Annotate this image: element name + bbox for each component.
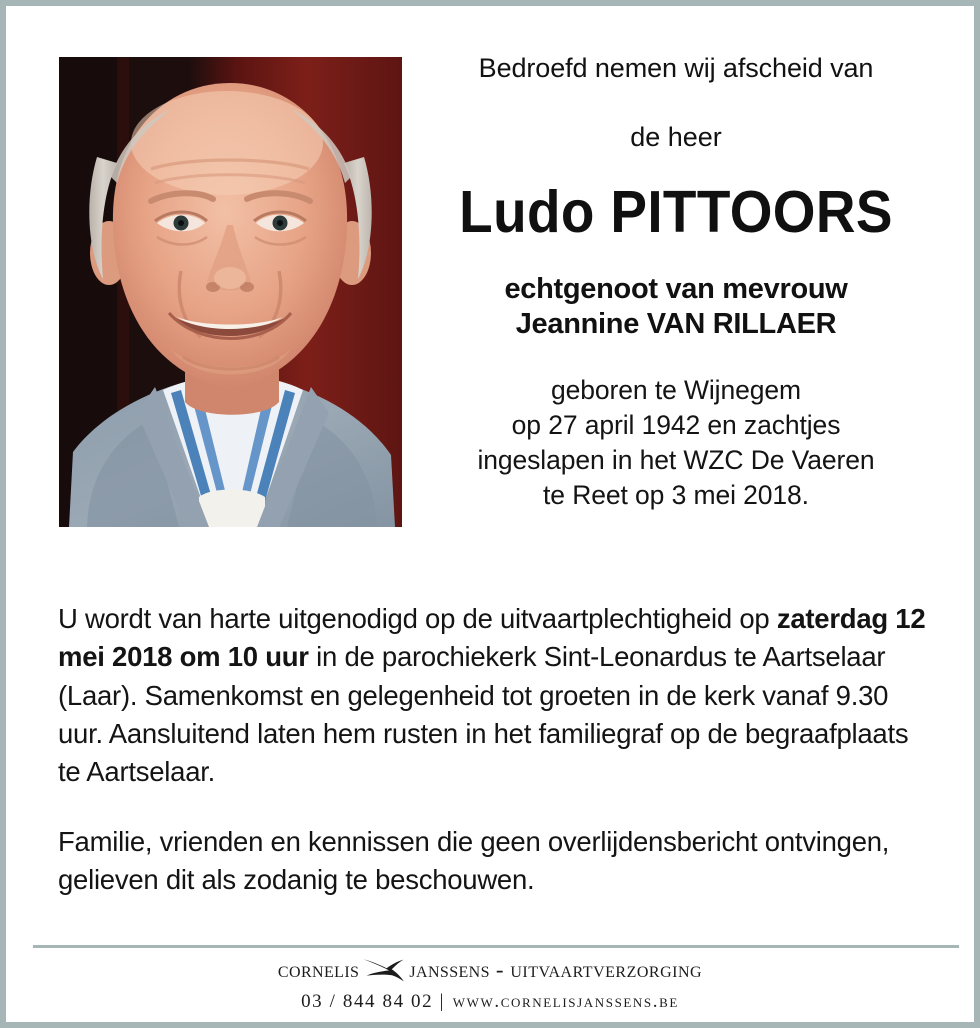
brand-name-first: cornelis xyxy=(277,956,360,982)
footer-contact-line xyxy=(6,991,974,1013)
birth-death-line-2: op 27 april 1942 en zachtjes xyxy=(511,409,841,440)
footer-divider xyxy=(33,945,959,948)
top-region xyxy=(6,6,974,586)
deceased-name: Ludo PITTOORS xyxy=(459,178,893,245)
service-text-part-1: U wordt van harte uitgenodigd op de uitvaartplechtigheid op xyxy=(58,603,777,634)
service-datetime-bold: zaterdag 12 mei 2018 om 10 uur xyxy=(58,603,926,673)
service-text-part-2: in de parochiekerk Sint-Leonardus te Aartselaar (Laar). xyxy=(58,641,886,711)
footer-separator: | xyxy=(439,991,447,1012)
spouse-block xyxy=(426,272,926,343)
intro-line: Bedroefd nemen wij afscheid van xyxy=(478,53,874,83)
service-text-part-4: Aansluitend laten hem rusten in het familiegraf op de begraafplaats te Aartselaar. xyxy=(58,718,909,788)
spouse-name: Jeannine VAN RILLAER xyxy=(515,308,837,341)
brand-tagline: - uitvaartverzorging xyxy=(495,956,703,982)
swallow-bird-icon xyxy=(362,957,406,983)
footer-phone[interactable]: 03 / 844 84 02 xyxy=(301,991,434,1012)
birth-death-line-3: ingeslapen in het WZC De Vaeren xyxy=(477,445,875,476)
spouse-prefix: echtgenoot van mevrouw xyxy=(504,272,848,305)
service-text-part-3: Samenkomst en gelegenheid tot groeten in de kerk vanaf 9.30 uur. xyxy=(58,679,889,750)
brand-name-second: janssens xyxy=(409,956,490,982)
footer-website[interactable]: www.cornelisjanssens.be xyxy=(452,991,679,1012)
birth-death-line-4: te Reet op 3 mei 2018. xyxy=(543,480,809,511)
footer xyxy=(6,956,974,1013)
funeral-home-brand xyxy=(6,956,974,982)
birth-death-block xyxy=(426,373,926,514)
birth-death-line-1: geboren te Wijnegem xyxy=(551,374,801,405)
honorific-line: de heer xyxy=(630,122,722,153)
portrait-photo-image xyxy=(59,57,402,527)
notice-paragraph: Familie, vrienden en kennissen die geen overlijdensbericht ontvingen, gelieven dit als zodanig te beschouwen. xyxy=(58,825,890,896)
service-details-paragraph xyxy=(58,600,938,792)
announcement-heading xyxy=(426,52,926,514)
body-region xyxy=(58,600,938,900)
portrait-photo xyxy=(59,57,402,527)
